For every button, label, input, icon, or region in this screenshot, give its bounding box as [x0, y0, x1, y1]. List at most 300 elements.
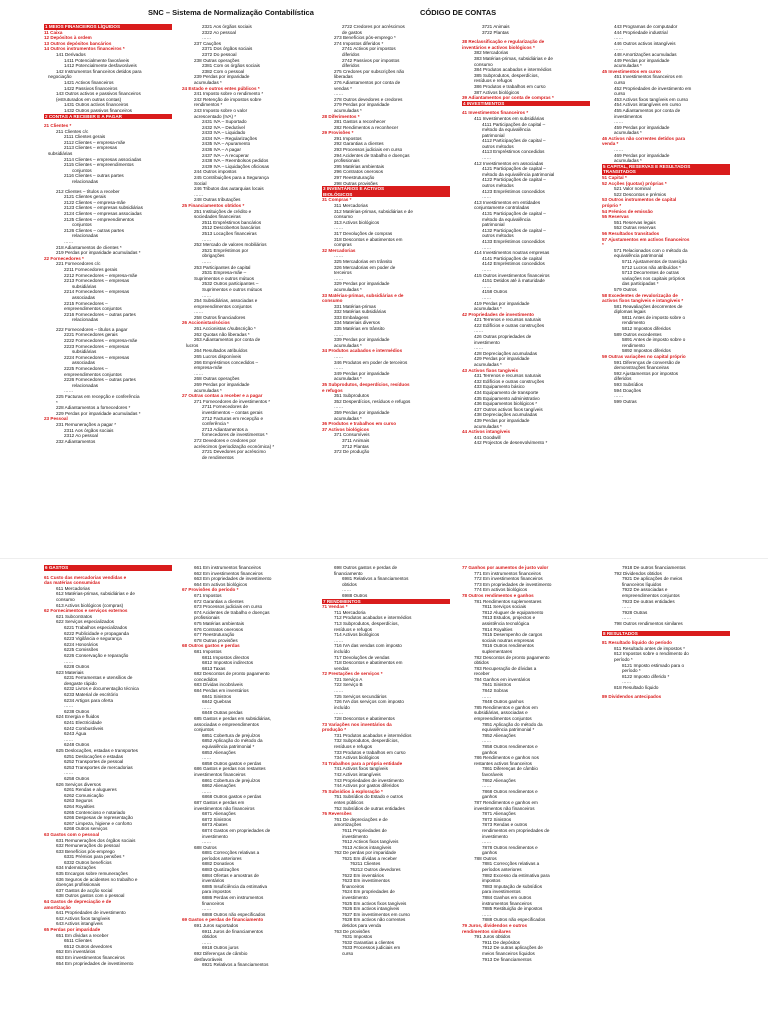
account-heading: 32 Mercadorias [322, 247, 356, 253]
account-line: 625 Deslocações, estadas e transportes [56, 748, 138, 753]
account-heading: 26 Accionistas/sócios [182, 320, 230, 326]
account-line: 7612 Activos fixos tangíveis [342, 839, 399, 845]
account-line: acumuladas * [474, 423, 502, 429]
account-line: receber [474, 671, 490, 677]
account-line: 7816 Outros rendimentos [482, 643, 534, 649]
account-line: 2214 Fornecedores – empresas [64, 289, 130, 295]
account-line: investimento [202, 833, 228, 839]
account-line: 7871 Alienações [482, 811, 516, 817]
account-line: 2222 Fornecedores – empresa-mãe [64, 338, 138, 344]
account-line: 426 Outras propriedades de [474, 334, 532, 340]
account-line: 245 Contribuições para a Segurança [194, 175, 269, 181]
account-line: 242 Retenção de impostos sobre [194, 96, 262, 102]
account-line: 6231 Ferramentas e utensílios de [64, 675, 133, 681]
account-line: 225 Facturas em recepção e conferência [56, 394, 140, 399]
account-line: método da equivalência patrimonial [482, 171, 555, 177]
account-line: 253 Participantes de capital [194, 264, 251, 270]
account-line: 334 Materiais diversos [334, 320, 380, 326]
account-line: …… [482, 839, 492, 845]
bottom-column-5 [602, 565, 730, 1020]
account-line: método da equivalência [482, 216, 531, 222]
account-line: financeiros líquidos [622, 581, 662, 587]
account-line: empreendimentos conjuntos [64, 306, 122, 312]
account-line: subsidiárias [72, 283, 97, 289]
account-line: negociação [48, 74, 72, 80]
account-line: 714 Activos biológicos [334, 632, 380, 638]
account-heading: 81 Resultado líquido do período [602, 640, 672, 646]
account-line: 268 Outras operações [194, 376, 240, 382]
account-line: 7884 Ganhos em outros [482, 895, 532, 901]
account-line: 143 Outros activos e passivos financeiros [56, 91, 141, 97]
account-line: 1431 Outros activos financeiros [64, 102, 129, 108]
account-heading: 67 Provisões do período * [182, 587, 239, 593]
account-line: 2513 Locações financeiras [202, 230, 257, 236]
account-line: 218 Adiantamentos de clientes * [56, 244, 122, 250]
account-line: 6853 Alienações [202, 749, 236, 755]
account-line: relacionadas [72, 233, 99, 239]
account-line: 6242 Combustíveis [64, 725, 104, 731]
account-line: vendas [334, 665, 349, 671]
account-line: 4123 Empréstimos concedidos [482, 188, 545, 194]
account-line: resíduos e refugos [334, 744, 373, 749]
account-heading: 78 Outros rendimentos e ganhos [462, 592, 534, 598]
account-line: subsidiárias [48, 151, 73, 157]
account-line: 2742 Passivos por impostos [342, 57, 400, 63]
account-line: Suprimentos e outros mútuos [202, 286, 263, 292]
account-line: 643 Activos intangíveis [56, 921, 103, 927]
account-line: …… [482, 194, 492, 200]
account-line: 7922 De associadas e [622, 587, 668, 593]
bottom-column-2 [182, 565, 310, 1020]
account-line: 6268 Outros serviços [64, 826, 108, 832]
account-line: 6874 Gastos em propriedades de [202, 827, 271, 833]
account-line: 339 Perdas por imparidade [334, 337, 390, 343]
account-line: 733 Produtos e trabalhos em curso [334, 749, 406, 755]
account-line: 6223 Vigilância e segurança [64, 636, 122, 642]
account-line: 589 Outros excedentes [614, 331, 662, 337]
account-heading: 57 Ajustamentos em activos financeiros [602, 236, 690, 242]
account-line: 6862 Alienações [202, 783, 236, 789]
account-line: 698 Outros gastos e perdas de [334, 565, 398, 570]
account-line: 6988 Outros [342, 592, 368, 598]
account-line: 2123 Clientes – empresas subsidiárias [64, 205, 143, 211]
account-heading: 74 Trabalhos para a própria entidade [322, 760, 403, 766]
account-line: 2532 Outros participantes – [202, 281, 259, 287]
account-line: …… [622, 679, 632, 685]
account-line: método da equivalência [482, 127, 531, 133]
account-line: investimentos financeiros [194, 771, 246, 777]
account-line: 4142 Empréstimos concedidos [482, 261, 545, 267]
account-line: 594 Doações [614, 387, 642, 393]
account-line: 7631 Impostos [342, 934, 373, 940]
account-line: 346 Produtos em poder de terceiros [334, 359, 408, 365]
account-line: 455 Adiantamentos por conta de [614, 107, 681, 113]
account-line: 4141 Participações de capital [482, 255, 543, 261]
account-line: …… [64, 658, 74, 664]
account-line: 683 Dívidas incobráveis [194, 682, 243, 688]
account-line: restantes activos financeiros [474, 760, 532, 766]
account-line: 3721 Animais [482, 24, 510, 29]
account-line: investimento [342, 895, 368, 901]
account-line: 2712 Facturas em recepção e [202, 415, 264, 421]
account-line: 266 Empréstimos concedidos – [194, 359, 259, 365]
account-line: 6332 Outros benefícios [64, 859, 112, 865]
account-line: 6264 Royalties [64, 803, 95, 809]
account-line: 7912 De outras aplicações de [482, 945, 543, 951]
account-line: obrigações [202, 253, 225, 259]
account-line: 318 Descontos e abatimentos em [334, 236, 403, 242]
account-line: 7622 Em inventários [342, 872, 384, 878]
account-line: 678 Outras provisões [194, 637, 238, 643]
account-line: 674 Acidentes de trabalho e doenças [194, 609, 270, 615]
account-line: 446 Outros activos intangíveis [614, 40, 676, 46]
account-line: 5811 Antes de imposto sobre o [622, 314, 685, 320]
account-line: 631 Remunerações dos órgãos sociais [56, 837, 136, 843]
account-line: 2115 Clientes – empreendimentos [64, 162, 134, 168]
account-line: acréscimos (periodização económica) * [194, 443, 275, 449]
account-line: resíduos e refugos [334, 626, 373, 632]
account-line: desfavoráveis [194, 956, 223, 962]
account-line: 4133 Empréstimos concedidos [482, 238, 545, 244]
account-line: …… [342, 587, 352, 593]
account-line: rendimento [622, 320, 645, 326]
account-line: 448 Amortizações acumuladas [614, 51, 677, 57]
account-line: 2433 IVA – Liquidado [202, 130, 246, 136]
account-line: 312 Matérias-primas, subsidiárias e de [334, 208, 413, 214]
account-line: 682 Descontos de pronto pagamento [194, 671, 270, 677]
account-line: …… [614, 393, 624, 399]
account-line: 7928 Outras [622, 609, 648, 615]
account-line: 246 Tributos das autarquias locais [194, 186, 264, 192]
account-heading: 51 Capital * [602, 175, 627, 181]
account-line: 6225 Comissões [64, 647, 99, 653]
account-line: acumuladas * [474, 362, 502, 368]
account-heading: 25 Financiamentos obtidos * [182, 203, 245, 208]
account-line: 633 Benefícios pós-emprego [56, 848, 115, 854]
account-line: equivalência patrimonial * [202, 744, 255, 749]
account-line: …… [202, 35, 212, 41]
account-line: 4113 Empréstimos concedidos [482, 149, 545, 155]
account-line: …… [202, 236, 212, 242]
account-line: 772 Em investimentos financeiros [474, 576, 543, 582]
account-line: investimento [474, 339, 500, 345]
account-line: rendimentos * [194, 102, 223, 108]
account-line: 7842 Sobras [482, 688, 509, 694]
account-line: 435 Equipamento administrativo [474, 395, 540, 401]
account-line: 741 Activos fixos tangíveis [334, 766, 388, 772]
account-line: 2435 IVA – Apuramento [202, 141, 251, 147]
account-line: 742 Activos intangíveis [334, 771, 381, 777]
account-line: …… [194, 191, 204, 197]
top-column-4 [462, 24, 590, 554]
account-line: 7625 Em activos fixos tangíveis [342, 900, 407, 906]
account-line: 432 Edifícios e outras construções [474, 378, 545, 384]
account-line: 6252 Transportes de pessoal [64, 759, 124, 765]
account-line: 212 Clientes – títulos a receber [56, 188, 120, 194]
account-line: 385 Subprodutos, desperdícios, [474, 72, 539, 78]
account-line: 273 Benefícios pós-emprego * [334, 35, 396, 41]
top-column-2 [182, 24, 310, 554]
top-column-1 [44, 24, 172, 554]
account-line: 632 Remunerações do pessoal [56, 843, 120, 849]
account-line: 421 Terrenos e recursos naturais [474, 317, 542, 323]
account-line: 459 Perdas por imparidade [614, 124, 670, 130]
account-line: 298 Outras provisões [334, 180, 378, 186]
account-line: 142 Instrumentos financeiros detidos para [56, 68, 142, 74]
account-line: 641 Propriedades de investimento [56, 910, 126, 916]
account-heading: 42 Propriedades de investimento [462, 311, 534, 317]
account-line: 6841 Sinistros [202, 693, 232, 699]
account-line: …… [622, 615, 632, 621]
account-heading: 75 Subsídios à exploração * [322, 788, 383, 794]
account-line: conjuntos [72, 222, 92, 228]
account-line: 579 Outros [614, 286, 637, 292]
account-line: conjuntamente controladas [474, 205, 530, 211]
account-line: …… [334, 253, 344, 259]
account-heading: 37 Activos biológicos [322, 426, 370, 432]
account-line: 254 Subsidiárias, associadas e [194, 298, 258, 304]
account-line: 662 Em investimentos financeiros [194, 570, 263, 576]
account-line: 6222 Publicidade e propaganda [64, 630, 129, 636]
account-line: 622 Serviços especializados [56, 619, 114, 625]
account-line: 6848 Outras perdas [202, 710, 243, 716]
account-line: 672 Garantias a clientes [194, 598, 244, 604]
class-heading: 4 INVESTIMENTOS [462, 101, 590, 107]
account-line: 6921 Relativos a financiamentos [202, 962, 269, 968]
account-line: subsidiárias, associadas e [474, 710, 528, 716]
account-line: financeiros [202, 900, 225, 906]
account-line: liberadas [334, 74, 353, 80]
account-line: 264 Resultados atribuídos [194, 348, 248, 354]
account-line: associadas e empreendimentos [194, 721, 259, 727]
account-line: 258 Outros financiadores [194, 314, 246, 320]
account-heading: 34 Produtos acabados e intermédios [322, 348, 403, 354]
account-line: 691 Juros suportados [194, 923, 239, 928]
account-line: investimentos não financeiros [194, 805, 255, 811]
account-line: 6224 Honorários [64, 641, 98, 647]
account-line: 4111 Participações de capital – [482, 121, 546, 127]
account-line: 5892 Impostos diferidos [622, 348, 671, 354]
page-title: SNC – Sistema de Normalização Contabilística [148, 8, 314, 17]
account-line: 611 Mercadorias [56, 585, 90, 591]
account-heading: 23 Pessoal [44, 416, 68, 422]
account-line: 451 Investimentos financeiros em [614, 74, 683, 80]
account-line: 443 Programas de computador [614, 24, 678, 29]
account-line: 278 Outros devedores e credores [334, 96, 403, 102]
account-line: 7852 Alienações [482, 732, 516, 738]
account-line: 732 Subprodutos, desperdícios, [334, 738, 399, 744]
account-line: 784 Ganhos em inventários [474, 676, 531, 682]
account-line: 2382 Com o pessoal [202, 68, 245, 74]
account-line: acumuladas * [614, 63, 642, 69]
account-line: …… [64, 388, 74, 394]
account-line: 2111 Clientes gerais [64, 134, 106, 140]
account-line: 7878 Outros rendimentos e [482, 844, 538, 850]
account-line: 5713 Decorrentes de outras [622, 270, 679, 276]
account-line: 7862 Alienações [482, 777, 516, 783]
account-line: 413 Investimentos em entidades [474, 199, 541, 205]
account-line: 7621 Em dívidas a receber [342, 855, 397, 861]
account-line: outros métodos [482, 183, 514, 189]
account-line: 241 Imposto sobre o rendimento * [194, 91, 264, 97]
account-line: sociais noutras empresas [482, 637, 535, 643]
account-line: 7868 Outros rendimentos e [482, 788, 538, 794]
account-line: 624 Energia e fluidos [56, 714, 100, 720]
account-line: 76211 Clientes [350, 861, 381, 867]
account-line: 638 Outros gastos com o pessoal [56, 893, 125, 899]
account-line: 744 Activos por gastos diferidos [334, 783, 399, 789]
account-line: 412 Investimentos em associadas [474, 160, 544, 166]
account-line: 2121 Clientes gerais [64, 194, 106, 200]
account-line: 7881 Correcções relativas a [482, 861, 540, 867]
account-line: 7627 Em investimentos em curso [342, 911, 410, 917]
account-line: 6243 Água [64, 731, 87, 737]
account-line: 637 Gastos de acção social [56, 887, 113, 893]
account-heading: 27 Outras contas a receber e a pagar [182, 393, 263, 399]
account-line: 437 Outros activos fixos tangíveis [474, 406, 543, 412]
account-heading: 35 Subprodutos, desperdícios, resíduos [322, 382, 410, 387]
account-line: 317 Devoluções de compras [334, 230, 393, 236]
account-line: 2438 IVA – Reembolsos pedidos [202, 158, 269, 164]
account-line: 654 Em propriedades de investimento [56, 960, 134, 966]
account-line: 262 Quotas não liberadas * [194, 331, 250, 337]
account-line: detidos para venda [342, 923, 382, 928]
account-line: 211 Clientes c/c [56, 128, 89, 134]
account-line: 726 IVA dos serviços com imposto [334, 699, 404, 705]
account-line: 2223 Fornecedores – empresas [64, 343, 130, 349]
account-line: de gastos [342, 29, 362, 35]
account-line: 731 Produtos acabados e intermédios [334, 732, 412, 738]
account-line: 2321 Aos órgãos sociais [202, 24, 252, 29]
account-line: ganhos [482, 749, 498, 755]
account-line: empreendimentos conjuntos [474, 716, 532, 722]
account-line: períodos anteriores [482, 867, 522, 873]
account-line: 811 Resultado antes de impostos * [614, 645, 685, 651]
account-line: 787 Rendimentos e ganhos em [474, 799, 538, 805]
account-line: 791 Juros obtidos [474, 934, 511, 940]
account-line: 7911 De depósitos [482, 939, 520, 945]
account-line: …… [614, 147, 624, 153]
account-line: demonstrações financeiras [614, 365, 669, 371]
account-line: 326 Mercadorias em poder de [334, 264, 396, 270]
account-line: 673 Processos judiciais em curso [194, 604, 263, 610]
account-line: 623 Materiais [56, 669, 84, 675]
account-line: 2215 Fornecedores – [64, 300, 108, 306]
account-line: …… [334, 404, 344, 410]
account-line: Social [194, 180, 207, 186]
account-line: 2713 Adiantamentos a [202, 426, 248, 432]
account-line: consumo [474, 61, 493, 67]
account-line: 7888 Outros não especificados [482, 917, 546, 923]
account-line: …… [474, 328, 484, 334]
account-line: 6813 Taxas [202, 665, 226, 671]
account-line: 2741 Activos por impostos [342, 46, 396, 52]
account-heading: amortização [44, 904, 71, 910]
bottom-sheet [44, 565, 756, 1020]
account-line: 439 Perdas por imparidade [474, 417, 530, 423]
account-line: 272 Devedores e credores por [194, 437, 257, 443]
account-line: investimentos [614, 113, 643, 119]
account-line: 6228 Outros [64, 664, 90, 670]
account-line: 6886 Perdas em instrumentos [202, 895, 264, 901]
account-line: 382 Mercadorias [474, 50, 509, 56]
account-line: investimentos não financeiros [474, 805, 535, 811]
account-heading: 77 Ganhos por aumentos de justo valor [462, 565, 549, 570]
account-line: …… [482, 693, 492, 699]
account-line: 2512 Descobertos bancários [202, 225, 261, 231]
account-line: impostos [482, 878, 501, 884]
account-line: 297 Reestruturação [334, 175, 375, 181]
account-line: concedidos [194, 676, 218, 682]
account-line: 2721 Devedores por acréscimo [202, 449, 266, 455]
account-line: 792 Dividendos obtidos [614, 570, 662, 576]
account-line: 275 Credores por subscrições não [334, 68, 405, 74]
account-line: curso [342, 950, 354, 956]
account-line: 6884 Ofertas e amostras de [202, 872, 259, 878]
account-line: 6512 Outros devedores [64, 943, 113, 949]
class-heading: TRANSITADOS [602, 169, 730, 175]
account-line: 7885 Restituição de impostos [482, 906, 543, 912]
account-line: 721 Serviço A [334, 676, 363, 682]
account-line: 763 De provisões [334, 928, 370, 934]
account-line: diferidos [342, 63, 360, 69]
account-line: 4122 Participações de capital – [482, 177, 546, 183]
account-heading: 43 Activos fixos tangíveis [462, 367, 518, 373]
account-heading: 62 Fornecimentos e serviços externos [44, 608, 128, 614]
account-line: …… [334, 91, 344, 97]
account-line: …… [474, 345, 484, 351]
account-heading: 58 Excedentes de revalorização de [602, 292, 678, 298]
account-line: 2711 Fornecedores de [202, 404, 248, 410]
account-line: 6238 Outros [64, 708, 90, 714]
account-heading: 61 Custo das mercadorias vendidas e [44, 574, 127, 580]
account-heading: 52 Acções (quotas) próprias * [602, 180, 667, 186]
account-line: 7918 De outros financiamentos [622, 565, 686, 570]
account-line: 6253 Transportes de mercadorias [64, 764, 133, 770]
account-line: 4151 Detidos até à maturidade [482, 278, 545, 284]
account-line: …… [334, 354, 344, 360]
account-line: empreendimentos conjuntos [194, 303, 252, 309]
account-line: 291 Impostos [334, 135, 362, 141]
account-line: 351 Subprodutos [334, 393, 369, 399]
account-line: amortizações [334, 822, 362, 828]
account-line: lucros [186, 342, 199, 348]
account-line: 7633 Processos judiciais em [342, 945, 401, 951]
account-line: períodos anteriores [202, 855, 242, 861]
account-heading: próprio * [602, 203, 622, 208]
account-heading: 72 Prestações de serviços * [322, 671, 383, 677]
account-line: 7624 Em propriedades de [342, 889, 395, 895]
account-line: acumuladas * [334, 342, 362, 348]
account-line: 329 Perdas por imparidade [334, 281, 390, 287]
account-line: 626 Serviços diversos [56, 781, 101, 787]
account-line: 2511 Empréstimos bancários [202, 219, 262, 225]
account-line: 712 Produtos acabados e intermédios [334, 615, 412, 621]
account-line: 728 Descontos e abatimentos [334, 716, 395, 722]
account-heading: * [602, 242, 604, 248]
account-line: 818 Resultado líquido [614, 684, 659, 690]
account-line: 2431 IVA – Suportado [202, 119, 247, 125]
account-line: 713 Subprodutos, desperdícios, [334, 620, 399, 626]
account-line: 621 Subcontratos [56, 613, 93, 619]
account-line: …… [334, 637, 344, 643]
account-line: 2439 IVA – Liquidações oficiosas [202, 163, 270, 169]
account-line: …… [202, 939, 212, 945]
account-line: 244 Outros impostos [194, 169, 237, 175]
account-line: patrimonial [482, 222, 505, 228]
account-line: patrimonial [482, 132, 505, 138]
account-line: 6241 Electricidade [64, 720, 102, 726]
